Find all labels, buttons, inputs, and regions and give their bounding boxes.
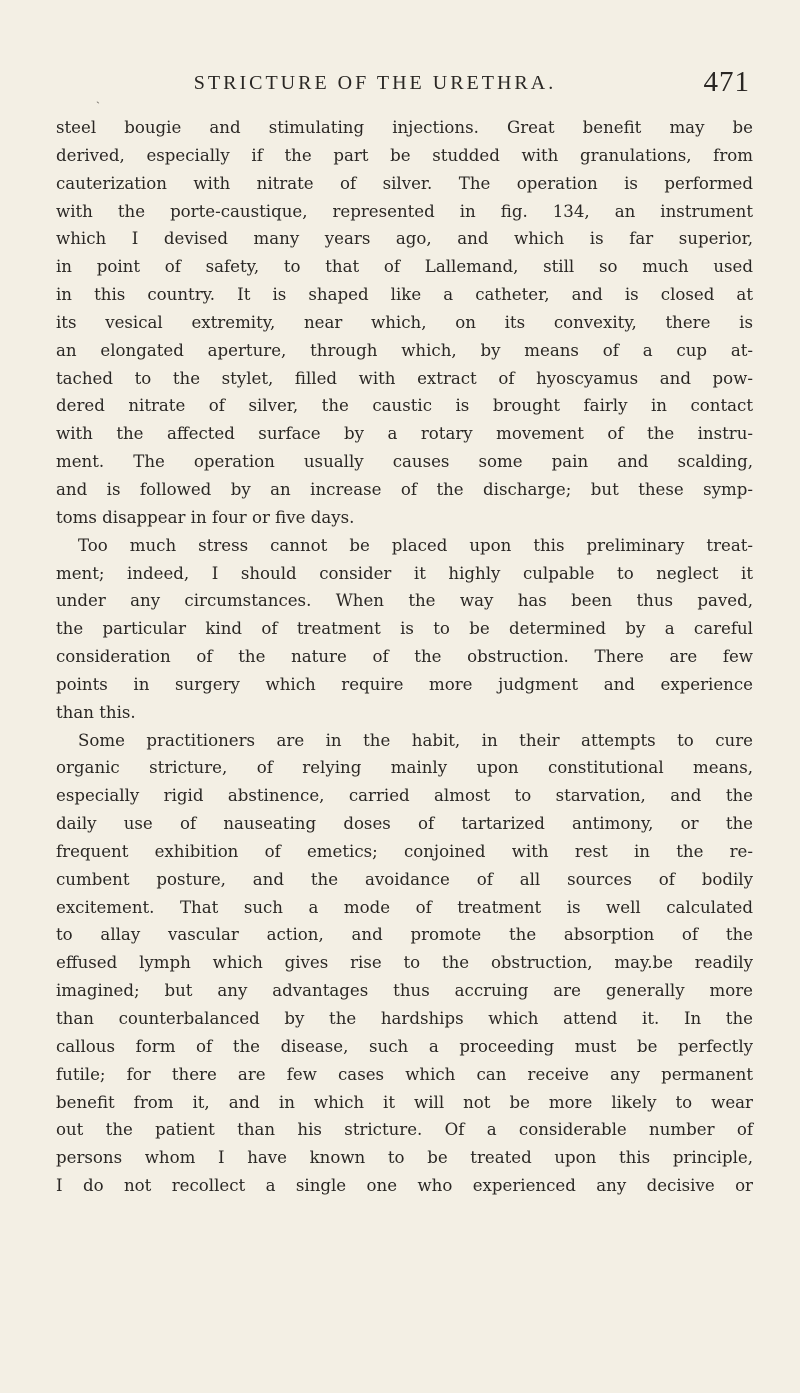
- text-line: ment; indeed, I should consider it highly culpable to neglect it: [56, 563, 753, 583]
- text-line: in point of safety, to that of Lallemand, still so much used: [56, 257, 753, 277]
- text-line: Too much stress cannot be placed upon this preliminary treat-: [78, 535, 753, 555]
- page-header: [150, 64, 750, 104]
- text-line: persons whom I have known to be treated upon this principle,: [56, 1148, 753, 1168]
- text-line: especially rigid abstinence, carried almost to starvation, and the: [56, 786, 753, 806]
- text-line: toms disappear in four or five days.: [56, 507, 355, 527]
- text-line: to allay vascular action, and promote the absorption of the: [56, 925, 753, 945]
- text-line: consideration of the nature of the obstruction. There are few: [56, 647, 753, 667]
- text-line: daily use of nauseating doses of tartarized antimony, or the: [56, 814, 753, 834]
- text-line: cumbent posture, and the avoidance of all sources of bodily: [56, 869, 753, 889]
- text-line: excitement. That such a mode of treatment is well calculated: [56, 897, 753, 917]
- text-line: which I devised many years ago, and which is far superior,: [56, 229, 753, 249]
- text-line: futile; for there are few cases which can receive any permanent: [56, 1064, 753, 1084]
- text-line: tached to the stylet, filled with extract of hyoscyamus and pow-: [56, 368, 753, 388]
- text-line: with the porte-caustique, represented in fig. 134, an instrument: [56, 201, 753, 221]
- printer-mark: ˎ: [96, 90, 100, 104]
- text-line: benefit from it, and in which it will not be more likely to wear: [56, 1092, 753, 1112]
- text-line: Some practitioners are in the habit, in their attempts to cure: [78, 730, 753, 750]
- text-line: I do not recollect a single one who experienced any decisive or: [56, 1176, 753, 1196]
- body-text: [56, 114, 753, 1200]
- text-line: ment. The operation usually causes some pain and scalding,: [56, 452, 753, 472]
- text-line: and is followed by an increase of the discharge; but these symp-: [56, 479, 753, 499]
- page-number: 471: [703, 66, 750, 98]
- text-line: imagined; but any advantages thus accruing are generally more: [56, 981, 753, 1001]
- text-line: an elongated aperture, through which, by means of a cup at-: [56, 340, 753, 360]
- text-line: callous form of the disease, such a proceeding must be perfectly: [56, 1036, 753, 1056]
- text-line: derived, especially if the part be studded with granulations, from: [56, 145, 753, 165]
- text-line: frequent exhibition of emetics; conjoined with rest in the re-: [56, 841, 753, 861]
- text-line: under any circumstances. When the way has been thus paved,: [56, 591, 753, 611]
- text-line: than counterbalanced by the hardships which attend it. In the: [56, 1009, 753, 1028]
- text-line: the particular kind of treatment is to be determined by a careful: [56, 619, 753, 639]
- text-line: with the affected surface by a rotary movement of the instru-: [56, 424, 753, 444]
- text-line: effused lymph which gives rise to the obstruction, may.be readily: [56, 953, 753, 973]
- text-line: than this.: [56, 702, 136, 722]
- text-line: organic stricture, of relying mainly upon constitutional means,: [56, 758, 753, 778]
- running-head: STRICTURE OF THE URETHRA.: [193, 72, 557, 94]
- text-line: out the patient than his stricture. Of a considerable number of: [56, 1120, 753, 1140]
- text-line: in this country. It is shaped like a catheter, and is closed at: [56, 285, 753, 305]
- text-line: its vesical extremity, near which, on its convexity, there is: [56, 312, 753, 332]
- text-line: points in surgery which require more judgment and experience: [56, 674, 753, 694]
- text-line: dered nitrate of silver, the caustic is brought fairly in contact: [56, 396, 753, 416]
- text-line: cauterization with nitrate of silver. The operation is performed: [56, 173, 753, 193]
- text-line: steel bougie and stimulating injections. Great benefit may be: [56, 118, 753, 137]
